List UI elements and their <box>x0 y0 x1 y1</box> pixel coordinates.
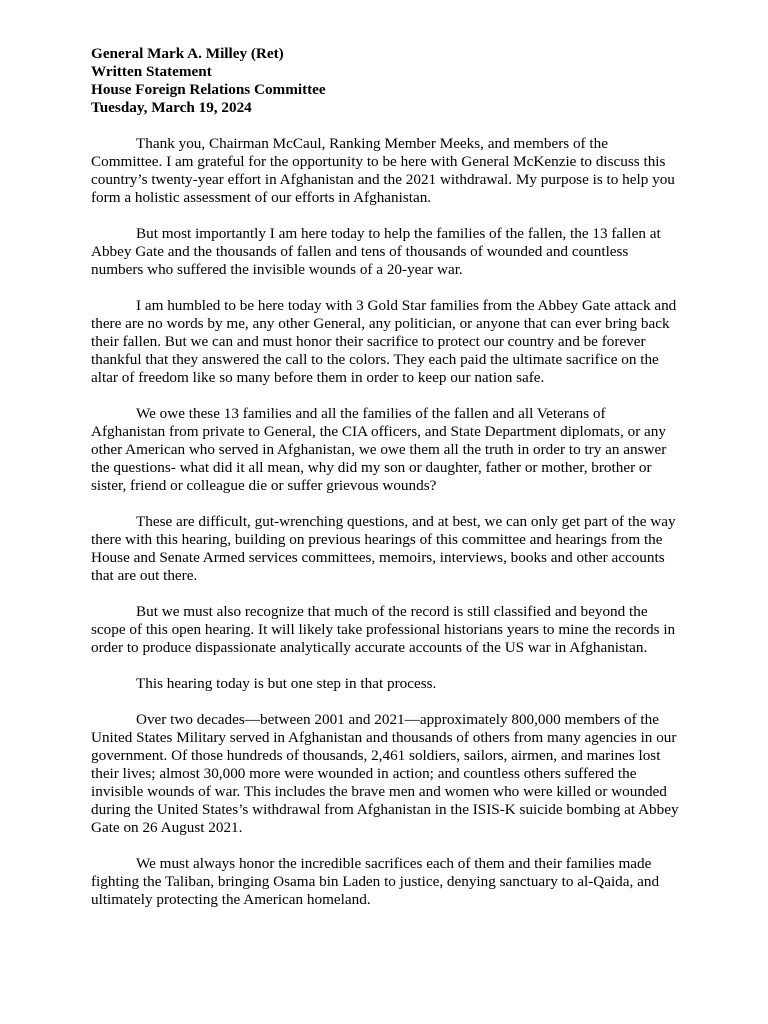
paragraph-line: numbers who suffered the invisible wounds of a 20-year war. <box>91 261 463 278</box>
body-paragraph <box>91 225 691 279</box>
body-paragraph <box>91 513 691 585</box>
statement-body <box>91 135 691 909</box>
paragraph-line: But we must also recognize that much of the record is still classified and beyond the <box>136 603 648 620</box>
paragraph-line: Thank you, Chairman McCaul, Ranking Member Meeks, and members of the <box>136 135 608 152</box>
committee-name: House Foreign Relations Committee <box>91 81 326 98</box>
paragraph-line: government. Of those hundreds of thousands, 2,461 soldiers, sailors, airmen, and marines lost <box>91 747 661 764</box>
paragraph-line: We owe these 13 families and all the families of the fallen and all Veterans of <box>136 405 606 422</box>
paragraph-spacer <box>91 279 691 297</box>
paragraph-spacer <box>91 657 691 675</box>
paragraph-spacer <box>91 207 691 225</box>
paragraph-line: invisible wounds of war. This includes the brave men and women who were killed or wounded <box>91 783 667 800</box>
paragraph-line: United States Military served in Afghanistan and thousands of others from many agencies in our <box>91 729 677 746</box>
statement-header <box>91 45 691 117</box>
paragraph-line: I am humbled to be here today with 3 Gold Star families from the Abbey Gate attack and <box>136 297 677 314</box>
body-paragraph <box>91 135 691 207</box>
paragraph-line: their fallen. But we can and must honor their sacrifice to protect our country and be forever <box>91 333 646 350</box>
paragraph-line: These are difficult, gut-wrenching questions, and at best, we can only get part of the way <box>136 513 676 530</box>
paragraph-spacer <box>91 837 691 855</box>
paragraph-line: the questions- what did it all mean, why did my son or daughter, father or mother, brother or <box>91 459 652 476</box>
paragraph-line: country’s twenty-year effort in Afghanistan and the 2021 withdrawal. My purpose is to help you <box>91 171 675 188</box>
paragraph-line: We must always honor the incredible sacrifices each of them and their families made <box>136 855 652 872</box>
body-paragraph <box>91 675 691 693</box>
paragraph-line: form a holistic assessment of our efforts in Afghanistan. <box>91 189 432 206</box>
paragraph-line: fighting the Taliban, bringing Osama bin Laden to justice, denying sanctuary to al-Qaida, and <box>91 873 660 890</box>
paragraph-line: altar of freedom like so many before them in order to keep our nation safe. <box>91 369 545 386</box>
paragraph-line: there with this hearing, building on previous hearings of this committee and hearings from the <box>91 531 663 548</box>
paragraph-spacer <box>91 495 691 513</box>
paragraph-line: during the United States’s withdrawal from Afghanistan in the ISIS-K suicide bombing at Abbey <box>91 801 679 818</box>
paragraph-spacer <box>91 387 691 405</box>
body-paragraph <box>91 603 691 657</box>
paragraph-line: Over two decades—between 2001 and 2021—approximately 800,000 members of the <box>136 711 659 728</box>
paragraph-line: Committee. I am grateful for the opportunity to be here with General McKenzie to discuss this <box>91 153 666 170</box>
paragraph-line: Gate on 26 August 2021. <box>91 819 243 836</box>
body-paragraph <box>91 405 691 495</box>
paragraph-line: sister, friend or colleague die or suffer grievous wounds? <box>91 477 437 494</box>
paragraph-line: that are out there. <box>91 567 198 584</box>
author-name: General Mark A. Milley (Ret) <box>91 45 284 62</box>
document-type: Written Statement <box>91 63 212 80</box>
body-paragraph <box>91 855 691 909</box>
paragraph-line: there are no words by me, any other General, any politician, or anyone that can ever bring back <box>91 315 670 332</box>
paragraph-line: thankful that they answered the call to the colors. They each paid the ultimate sacrifice on the <box>91 351 659 368</box>
paragraph-line: ultimately protecting the American homeland. <box>91 891 371 908</box>
paragraph-line: But most importantly I am here today to help the families of the fallen, the 13 fallen at <box>136 225 661 242</box>
paragraph-line: their lives; almost 30,000 more were wounded in action; and countless others suffered the <box>91 765 637 782</box>
statement-date: Tuesday, March 19, 2024 <box>91 99 252 116</box>
paragraph-line: order to produce dispassionate analytically accurate accounts of the US war in Afghanistan. <box>91 639 648 656</box>
paragraph-line: scope of this open hearing. It will likely take professional historians years to mine the records in <box>91 621 676 638</box>
paragraph-line: Afghanistan from private to General, the CIA officers, and State Department diplomats, or any <box>91 423 666 440</box>
paragraph-spacer <box>91 693 691 711</box>
document-page <box>91 45 691 909</box>
paragraph-line: This hearing today is but one step in that process. <box>136 675 437 692</box>
paragraph-line: Abbey Gate and the thousands of fallen and tens of thousands of wounded and countless <box>91 243 629 260</box>
paragraph-line: House and Senate Armed services committees, memoirs, interviews, books and other accounts <box>91 549 665 566</box>
body-paragraph <box>91 297 691 387</box>
paragraph-line: other American who served in Afghanistan, we owe them all the truth in order to try an answer <box>91 441 667 458</box>
spacer <box>91 117 691 135</box>
paragraph-spacer <box>91 585 691 603</box>
body-paragraph <box>91 711 691 837</box>
